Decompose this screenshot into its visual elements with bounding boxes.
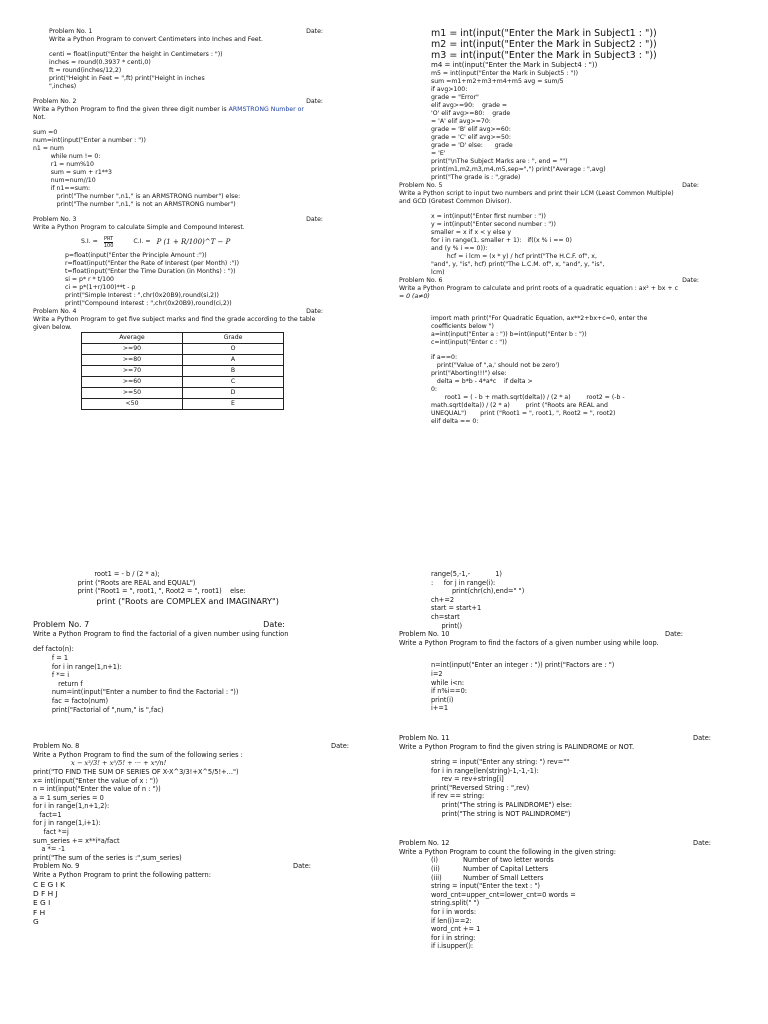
- problem-6-title: Problem No. 6: [399, 277, 443, 284]
- code-line: p=float(input("Enter the Principle Amount :")): [65, 252, 207, 259]
- code-line: print("Aborting!!!") else:: [431, 370, 507, 377]
- problem-10-code: [399, 661, 739, 713]
- problem-11-title: Problem No. 11: [399, 733, 450, 742]
- problem-3-code: [33, 252, 363, 308]
- quadrant-top-left: [33, 28, 363, 410]
- code-line: print("Value of ",a,' should not be zero'): [431, 362, 560, 369]
- problem-2-header: [33, 98, 363, 106]
- code-line: ch+=2: [431, 595, 455, 604]
- code-line: if i.isupper():: [431, 942, 474, 951]
- problem-1-code: [33, 51, 363, 91]
- code-line: 'O' elif avg>=80: grade: [431, 110, 511, 117]
- problem-2-description: Write a Python Program to find the given three digit number is ARMSTRONG Number or: [33, 106, 304, 113]
- code-line: y = int(input("Enter second number : ")): [431, 221, 556, 228]
- problem-9-description: Write a Python Program to print the following pattern:: [33, 871, 211, 880]
- problem-6-header: [399, 277, 739, 285]
- table-header: Grade: [183, 333, 284, 344]
- code-line: print("Factorial of ",num," is ",fac): [33, 705, 164, 714]
- code-line: for i in range(len(string)-1,-1,-1):: [431, 766, 539, 775]
- code-line: = 'E': [431, 150, 446, 157]
- code-line: r1 = num%10: [33, 161, 94, 168]
- problem-8-header: [33, 742, 363, 751]
- code-line: print("The string is PALINDROME") else:: [431, 801, 572, 810]
- code-line: if n1==sum:: [33, 185, 91, 192]
- code-line: return f: [33, 679, 83, 688]
- code-line: for i in range(1, smaller + 1): if((x % i == 0): [431, 237, 572, 244]
- code-line: print("The sum of the series is :",sum_series): [33, 853, 182, 862]
- code-line: import math print("For Quadratic Equation, ax**2+bx+c=0, enter the: [431, 315, 648, 322]
- problem-9-code: [399, 570, 739, 630]
- problem-7-title: Problem No. 7: [33, 619, 90, 629]
- table-row: >=50 D: [82, 388, 284, 399]
- problem-3-title: Problem No. 3: [33, 216, 77, 223]
- code-line: print(i): [431, 695, 454, 704]
- code-line: print(): [431, 621, 463, 630]
- code-line: for i in string:: [431, 933, 476, 942]
- problem-1-header: [33, 28, 363, 36]
- problem-6-description-cont: = 0 (a≠0): [399, 293, 430, 300]
- problem-12-title: Problem No. 12: [399, 839, 450, 848]
- code-line: print ("Roots are COMPLEX and IMAGINARY"): [65, 595, 279, 606]
- problem-4-description-cont: given below.: [33, 324, 72, 331]
- problem-6-description: Write a Python Program to calculate and print roots of a quadratic equation : ax² + bx + c: [399, 285, 678, 292]
- problem-9-date: Date:: [293, 862, 311, 871]
- code-line: if a==0:: [431, 354, 458, 361]
- problem-1-title: Problem No. 1: [49, 28, 93, 35]
- list-item: (iii) Number of Small Letters: [431, 873, 544, 882]
- problem-8-code: [33, 768, 363, 863]
- code-line: num=num//10: [33, 177, 96, 184]
- table-row: >=70 B: [82, 366, 284, 377]
- code-line: and (y % i == 0)):: [431, 245, 488, 252]
- code-line: word_cnt=upper_cnt=lower_cnt=0 words =: [431, 890, 576, 899]
- problem-5-date: Date:: [682, 182, 699, 189]
- code-line: n1 = num: [33, 145, 64, 152]
- code-line: coefficients below "): [431, 323, 494, 330]
- code-line: ch=start: [431, 612, 460, 621]
- code-line: print ("Roots are REAL and EQUAL"): [65, 578, 196, 587]
- code-line: print("The string is NOT PALINDROME"): [431, 809, 571, 818]
- interest-formulas: [33, 232, 363, 252]
- problem-2-title: Problem No. 2: [33, 98, 77, 105]
- code-line: print("Reversed String : ",rev): [431, 783, 530, 792]
- problem-2-description-cont: Not.: [33, 114, 46, 121]
- code-line: for i in range(1,n+1):: [33, 662, 122, 671]
- code-line: for j in range(1,i+1):: [33, 819, 101, 828]
- problem-10-title: Problem No. 10: [399, 630, 450, 639]
- code-line: if n%i==0:: [431, 687, 467, 696]
- problem-3-header: [33, 216, 363, 224]
- problem-10-header: [399, 630, 739, 639]
- si-fraction: $\frac{\text{PRT}}{100}$: [103, 235, 114, 249]
- code-line: f = 1: [33, 653, 69, 662]
- code-line: for i in range(1,n+1,2):: [33, 802, 110, 811]
- quadrant-top-right: [399, 28, 739, 426]
- code-line: while i<n:: [431, 678, 465, 687]
- problem-1-description: Write a Python Program to convert Centimeters into Inches and Feet.: [49, 36, 263, 43]
- problem-5-header: [399, 182, 739, 190]
- code-line: i=2: [431, 669, 443, 678]
- code-line: grade = "Error": [431, 94, 479, 101]
- code-line: root1 = ( - b + math.sqrt(delta)) / (2 * a) root2 = (-b -: [431, 394, 625, 401]
- code-line: print("TO FIND THE SUM OF SERIES OF X-X^3/3!+X^5/5!+..."): [33, 767, 239, 776]
- code-line: smaller = x if x < y else y: [431, 229, 512, 236]
- problem-6-code: [399, 315, 739, 426]
- problem-12-date: Date:: [693, 839, 711, 848]
- code-line: fact=1: [33, 810, 62, 819]
- series-formula: x − x³/3! + x⁵/5! + ··· + xⁿ/n!: [71, 759, 167, 768]
- code-line: m3 = int(input("Enter the Mark in Subject3 : ")): [431, 50, 657, 61]
- problem-11-description: Write a Python Program to find the given string is PALINDROME or NOT.: [399, 742, 635, 751]
- code-line: sum =0: [33, 129, 58, 136]
- code-line: ft = round(inches/12,2): [49, 67, 122, 74]
- code-line: m5 = int(input("Enter the Mark in Subject5 : ")): [431, 70, 579, 77]
- code-line: UNEQUAL") print ("Root1 = ", root1, ", Root2 = ", root2): [431, 410, 616, 417]
- problem-12-code: [399, 882, 739, 951]
- problem-8-date: Date:: [331, 742, 349, 751]
- pattern-line: E G I: [33, 898, 51, 908]
- code-line: : for j in range(i):: [431, 578, 496, 587]
- problem-4-title: Problem No. 4: [33, 308, 77, 315]
- code-line: ci = p*(1+r/100)**t - p: [65, 284, 136, 291]
- problem-3-description: Write a Python Program to calculate Simple and Compound Interest.: [33, 224, 245, 231]
- code-line: num=int(input("Enter a number : ")): [33, 137, 146, 144]
- code-line: a = 1 sum_series = 0: [33, 793, 104, 802]
- code-line: sum =m1+m2+m3+m4+m5 avg = sum/5: [431, 78, 564, 85]
- code-line: sum = sum + r1**3: [33, 169, 112, 176]
- code-line: m4 = int(input("Enter the Mark in Subject4 : ")): [431, 61, 598, 69]
- code-line: string = input("Enter the text : "): [431, 882, 540, 891]
- problem-6-date: Date:: [682, 277, 699, 284]
- problem-8-title: Problem No. 8: [33, 742, 80, 751]
- code-line: print("The number ",n1," is an ARMSTRONG number") else:: [33, 193, 241, 200]
- problem-11-date: Date:: [693, 733, 711, 742]
- problem-5-code: [399, 213, 739, 277]
- code-line: print("Simple Interest : ",chr(0x20B9),round(si,2)): [65, 292, 219, 299]
- code-line: x= int(input("Enter the value of x : ")): [33, 776, 159, 785]
- quadrant-bottom-left: [33, 570, 363, 927]
- code-line: fac = facto(num): [33, 696, 109, 705]
- problem-10-description: Write a Python Program to find the factors of a given number using while loop.: [399, 638, 659, 647]
- code-line: range(5,-1,- 1): [431, 570, 503, 578]
- code-line: grade = 'C' elif avg>=50:: [431, 134, 511, 141]
- code-line: print ("Root1 = ", root1, ", Root2 = ", root1) else:: [65, 587, 246, 596]
- code-line: m1 = int(input("Enter the Mark in Subject1 : ")): [431, 28, 657, 39]
- code-line: print(m1,m2,m3,m4,m5,sep=",") print("Average : ",avg): [431, 166, 606, 173]
- code-line: string.split(" "): [431, 899, 480, 908]
- pattern-line: D F H J: [33, 889, 58, 899]
- problem-3-date: Date:: [306, 216, 323, 223]
- code-line: print("\nThe Subject Marks are : ", end = ""): [431, 158, 568, 165]
- code-line: rev = rev+string[i]: [431, 775, 504, 784]
- code-line: lcm): [431, 269, 445, 276]
- code-line: print(chr(ch),end=" "): [431, 587, 525, 596]
- problem-11-code: [399, 758, 739, 818]
- table-row: <50 E: [82, 399, 284, 410]
- code-line: delta = b*b - 4*a*c if delta >: [431, 378, 533, 385]
- code-line: while num != 0:: [33, 153, 101, 160]
- problem-4-description: Write a Python Program to get five subject marks and find the grade according to the table: [33, 316, 316, 323]
- quadrant-bottom-right: [399, 570, 739, 951]
- si-label: S.I. =: [81, 238, 98, 245]
- code-line: def facto(n):: [33, 645, 74, 654]
- problem-5-description-cont: and GCD (Gretest Common Divisor).: [399, 198, 512, 205]
- table-row: >=90 O: [82, 344, 284, 355]
- code-line: n = int(input("Enter the value of n : ")): [33, 785, 161, 794]
- pattern-line: G: [33, 917, 39, 927]
- table-header-row: [82, 333, 284, 344]
- list-item: (i) Number of two letter words: [431, 856, 554, 865]
- code-line: t=float(input("Enter the Time Duration (in Months) : ")): [65, 268, 236, 275]
- ci-label: C.I. =: [133, 238, 151, 245]
- problem-5-description: Write a Python script to input two numbers and print their LCM (Least Common Multiple): [399, 190, 674, 197]
- code-line: grade = 'B' elif avg>=60:: [431, 126, 511, 133]
- code-line: string = input("Enter any string: ") rev="": [431, 758, 570, 767]
- problem-7-date: Date:: [263, 619, 285, 629]
- problem-9-title: Problem No. 9: [33, 862, 80, 871]
- problem-4-header: [33, 308, 363, 316]
- problem-7-code: [33, 645, 363, 714]
- code-line: hcf = i lcm = (x * y) / hcf print("The H.C.F. of", x,: [431, 253, 597, 260]
- table-row: >=60 C: [82, 377, 284, 388]
- code-line: ",inches): [49, 83, 77, 90]
- pattern-line: F H: [33, 907, 46, 917]
- code-line: m2 = int(input("Enter the Mark in Subject2 : ")): [431, 39, 657, 50]
- code-line: r=float(input("Enter the Rate of Interest (per Month) :")): [65, 260, 240, 267]
- problem-7-header: [33, 620, 363, 630]
- code-line: start = start+1: [431, 604, 482, 613]
- code-line: = 'A' elif avg>=70:: [431, 118, 491, 125]
- problem-1-date: Date:: [306, 28, 323, 35]
- code-line: word_cnt += 1: [431, 925, 481, 934]
- code-line: root1 = - b / (2 * a);: [65, 570, 160, 578]
- problem-12-list: [399, 856, 739, 882]
- grade-table: [81, 332, 284, 410]
- problem-8-description: Write a Python Program to find the sum of the following series :: [33, 750, 243, 759]
- code-line: print("Compound Interest : ",chr(0x20B9),round(ci,2)): [65, 300, 232, 307]
- code-line: if len(i)==2:: [431, 916, 472, 925]
- code-line: i+=1: [431, 704, 449, 713]
- ci-formula: P (1 + R/100)^T − P: [156, 238, 231, 246]
- problem-5-title: Problem No. 5: [399, 182, 443, 189]
- code-line: elif delta == 0:: [431, 418, 479, 425]
- code-line: si = p* r * t/100: [65, 276, 114, 283]
- code-line: "and", y, "is", hcf) print("The L.C.M. of", x, "and", y, "is",: [431, 261, 605, 268]
- code-line: math.sqrt(delta)) / (2 * a) print ("Roots are REAL and: [431, 402, 608, 409]
- code-line: c=int(input("Enter c : ")): [431, 339, 507, 346]
- code-line: print("The number ",n1," is not an ARMSTRONG number"): [33, 201, 236, 208]
- code-line: print("The grade is : ",grade): [431, 174, 521, 181]
- code-line: if avg>100:: [431, 86, 468, 93]
- code-line: inches = round(0.3937 * centi,0): [49, 59, 151, 66]
- problem-10-date: Date:: [665, 630, 683, 639]
- pattern-line: C E G I K: [33, 879, 65, 889]
- code-line: print("Height in Feet = ",ft) print("Height in inches: [49, 75, 205, 82]
- code-line: sum_series += x**i*a/fact: [33, 836, 120, 845]
- code-line: centi = float(input("Enter the height in Centimeters : ")): [49, 51, 223, 58]
- problem-6-tail-code: [33, 570, 363, 606]
- code-line: n=int(input("Enter an integer : ")) print("Factors are : "): [431, 661, 615, 670]
- problem-11-header: [399, 734, 739, 743]
- code-line: for i in words:: [431, 908, 477, 916]
- problem-12-header: [399, 839, 739, 848]
- pattern-output: [33, 880, 363, 927]
- code-line: grade = 'D' else: grade: [431, 142, 513, 149]
- code-line: if rev == string:: [431, 792, 485, 801]
- list-item: (ii) Number of Capital Letters: [431, 865, 549, 874]
- code-line: fact *=j: [33, 828, 69, 837]
- table-header: Average: [82, 333, 183, 344]
- problem-12-description: Write a Python Program to count the following in the given string:: [399, 847, 617, 856]
- code-line: x = int(input("Enter first number : ")): [431, 213, 546, 220]
- problem-9-header: [33, 862, 363, 871]
- code-line: a *= -1: [33, 845, 66, 854]
- code-line: a=int(input("Enter a : ")) b=int(input("Enter b : ")): [431, 331, 587, 338]
- code-line: 0:: [431, 386, 438, 393]
- marks-input-lines: [399, 28, 739, 70]
- problem-4-date: Date:: [306, 308, 323, 315]
- table-row: >=80 A: [82, 355, 284, 366]
- problem-2-code: [33, 129, 363, 209]
- problem-2-date: Date:: [306, 98, 323, 105]
- code-line: elif avg>=90: grade =: [431, 102, 508, 109]
- problem-4-code: [399, 70, 739, 182]
- code-line: f *= i: [33, 671, 70, 680]
- code-line: num=int(input("Enter a number to find the Factorial : ")): [33, 688, 239, 697]
- problem-7-description: Write a Python Program to find the factorial of a given number using function: [33, 629, 289, 638]
